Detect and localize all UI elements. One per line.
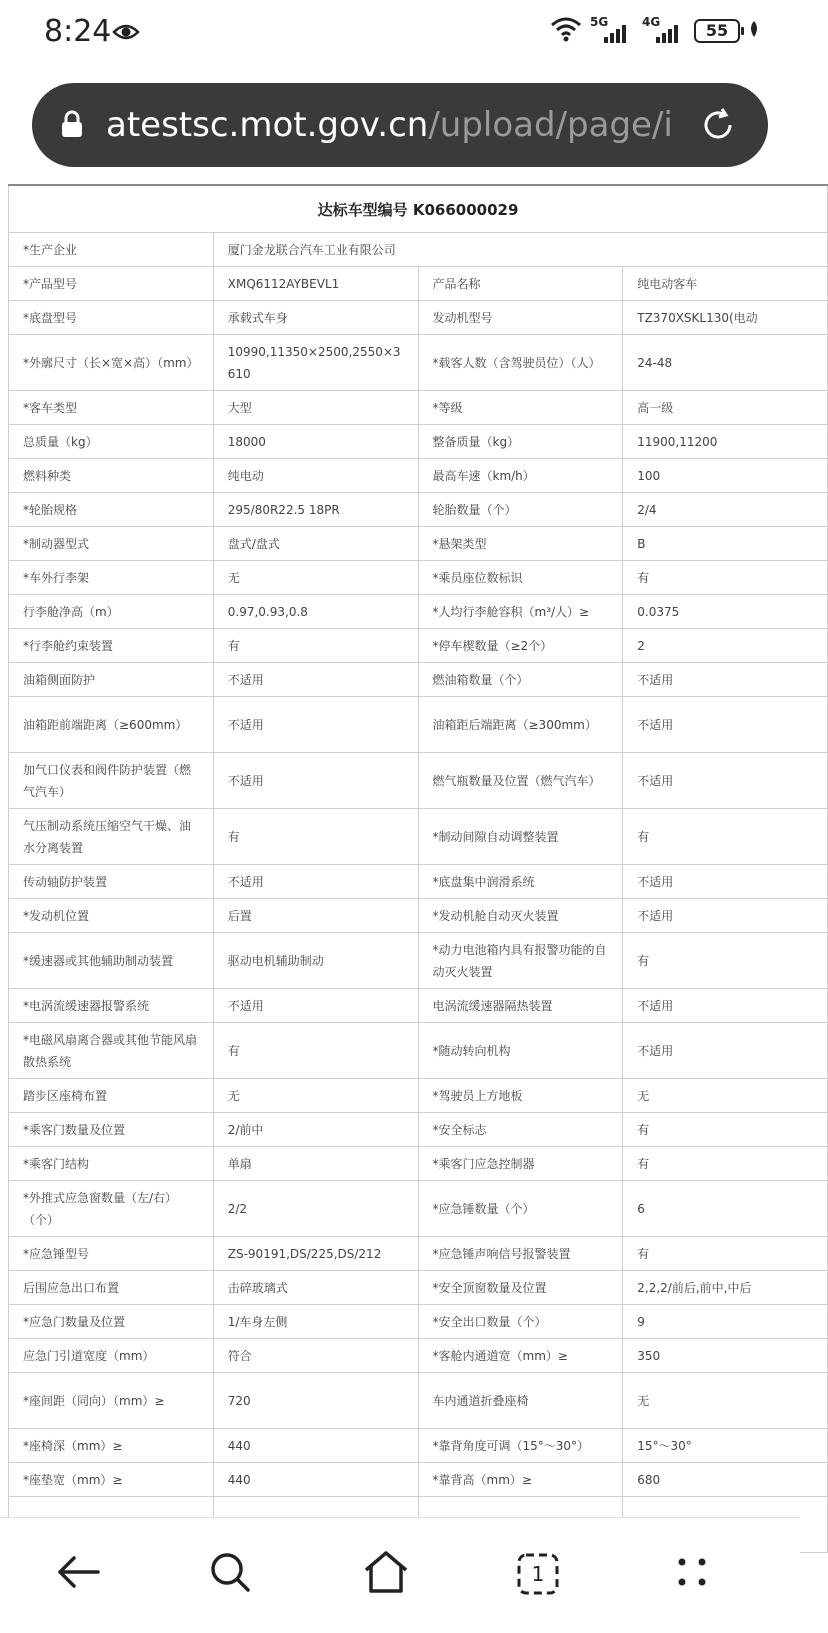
cell-value: 720 bbox=[213, 1373, 418, 1429]
cell-label: *底盘集中润滑系统 bbox=[418, 865, 623, 899]
cell-value: 不适用 bbox=[623, 1023, 828, 1079]
table-row bbox=[9, 335, 828, 391]
cell-label: *轮胎规格 bbox=[9, 493, 214, 527]
cell-label: *靠背角度可调（15°～30°） bbox=[418, 1429, 623, 1463]
network-type-label: 4G bbox=[642, 15, 661, 29]
cell-value: 不适用 bbox=[623, 663, 828, 697]
cell-label: *座椅深（mm）≥ bbox=[9, 1429, 214, 1463]
cell-label: *座垫宽（mm）≥ bbox=[9, 1463, 214, 1497]
signal-4g-icon bbox=[642, 17, 686, 45]
cell-label: *安全标志 bbox=[418, 1113, 623, 1147]
table-row bbox=[9, 1181, 828, 1237]
cell-label: *动力电池箱内具有报警功能的自动灭火装置 bbox=[418, 933, 623, 989]
search-icon bbox=[208, 1550, 252, 1598]
cell-label: *乘客门数量及位置 bbox=[9, 1113, 214, 1147]
network-type-label: 5G bbox=[590, 15, 609, 29]
cell-value: 不适用 bbox=[213, 865, 418, 899]
cell-label: 总质量（kg） bbox=[9, 425, 214, 459]
cell-value: 盘式/盘式 bbox=[213, 527, 418, 561]
cell-label: 后围应急出口布置 bbox=[9, 1271, 214, 1305]
table-row bbox=[9, 493, 828, 527]
cell-value: 18000 bbox=[213, 425, 418, 459]
cell-value: 不适用 bbox=[623, 697, 828, 753]
cell-value: 295/80R22.5 18PR bbox=[213, 493, 418, 527]
table-row bbox=[9, 809, 828, 865]
cell-value: 不适用 bbox=[623, 865, 828, 899]
cell-value: 11900,11200 bbox=[623, 425, 828, 459]
cell-value: 9 bbox=[623, 1305, 828, 1339]
cell-label: *产品型号 bbox=[9, 267, 214, 301]
cell-value: 6 bbox=[623, 1181, 828, 1237]
table-title-row bbox=[9, 185, 828, 233]
cell-label: 整备质量（kg） bbox=[418, 425, 623, 459]
cell-label: *行李舱约束装置 bbox=[9, 629, 214, 663]
cell-value: 有 bbox=[623, 1147, 828, 1181]
search-button[interactable] bbox=[202, 1546, 258, 1602]
cell-value: 有 bbox=[213, 809, 418, 865]
cell-label: *制动器型式 bbox=[9, 527, 214, 561]
cell-value: 15°～30° bbox=[623, 1429, 828, 1463]
cell-value: 有 bbox=[623, 1113, 828, 1147]
cell-label: *外推式应急窗数量（左/右）（个） bbox=[9, 1181, 214, 1237]
cell-label: *车外行李架 bbox=[9, 561, 214, 595]
cell-value: 680 bbox=[623, 1463, 828, 1497]
cell-label: 气压制动系统压缩空气干燥、油水分离装置 bbox=[9, 809, 214, 865]
cell-label: *人均行李舱容积（m³/人）≥ bbox=[418, 595, 623, 629]
cell-label: 油箱距后端距离（≥300mm） bbox=[418, 697, 623, 753]
table-row bbox=[9, 1463, 828, 1497]
table-row bbox=[9, 1339, 828, 1373]
cell-value: 无 bbox=[623, 1079, 828, 1113]
cell-value: 有 bbox=[623, 933, 828, 989]
cell-value: XMQ6112AYBEVL1 bbox=[213, 267, 418, 301]
cell-label: *安全出口数量（个） bbox=[418, 1305, 623, 1339]
tabs-button[interactable] bbox=[510, 1546, 566, 1602]
table-row bbox=[9, 1113, 828, 1147]
url-host: atestsc.mot.gov.cn bbox=[106, 105, 429, 145]
table-row bbox=[9, 1079, 828, 1113]
cell-label: *制动间隙自动调整装置 bbox=[418, 809, 623, 865]
table-row bbox=[9, 561, 828, 595]
table-row bbox=[9, 301, 828, 335]
cell-value: 有 bbox=[623, 1237, 828, 1271]
cell-value: 100 bbox=[623, 459, 828, 493]
cell-label: *外廓尺寸（长×宽×高）（mm） bbox=[9, 335, 214, 391]
table-row bbox=[9, 933, 828, 989]
cell-label: 产品名称 bbox=[418, 267, 623, 301]
table-row bbox=[9, 595, 828, 629]
cell-label: *发动机位置 bbox=[9, 899, 214, 933]
cell-label: *悬架类型 bbox=[418, 527, 623, 561]
status-bar bbox=[0, 0, 800, 70]
cell-label: 发动机型号 bbox=[418, 301, 623, 335]
cell-label: *客舱内通道宽（mm）≥ bbox=[418, 1339, 623, 1373]
cell-value: 0.97,0.93,0.8 bbox=[213, 595, 418, 629]
cell-value: 有 bbox=[623, 561, 828, 595]
table-row bbox=[9, 899, 828, 933]
cell-value: 24-48 bbox=[623, 335, 828, 391]
cell-value: 击碎玻璃式 bbox=[213, 1271, 418, 1305]
signal-5g-icon bbox=[590, 17, 634, 45]
cell-label: *靠背高（mm）≥ bbox=[418, 1463, 623, 1497]
cell-label: *生产企业 bbox=[9, 233, 214, 267]
cell-label: 油箱侧面防护 bbox=[9, 663, 214, 697]
home-icon bbox=[363, 1550, 409, 1598]
cell-label: 油箱距前端距离（≥600mm） bbox=[9, 697, 214, 753]
cell-label: *安全顶窗数量及位置 bbox=[418, 1271, 623, 1305]
cell-label: *电磁风扇离合器或其他节能风扇散热系统 bbox=[9, 1023, 214, 1079]
cell-value: 驱动电机辅助制动 bbox=[213, 933, 418, 989]
wifi-icon bbox=[550, 16, 582, 46]
cell-value: 1/车身左侧 bbox=[213, 1305, 418, 1339]
cell-value: 不适用 bbox=[213, 663, 418, 697]
cell-label: 燃油箱数量（个） bbox=[418, 663, 623, 697]
table-row bbox=[9, 1147, 828, 1181]
cell-value: 440 bbox=[213, 1429, 418, 1463]
cell-label: 加气口仪表和阀件防护装置（燃气汽车） bbox=[9, 753, 214, 809]
table-row bbox=[9, 1373, 828, 1429]
table-row bbox=[9, 1305, 828, 1339]
cell-value: 不适用 bbox=[213, 753, 418, 809]
cell-value: 10990,11350×2500,2550×3610 bbox=[213, 335, 418, 391]
address-bar[interactable] bbox=[32, 83, 768, 167]
cell-value: 不适用 bbox=[213, 989, 418, 1023]
cell-label: *应急门数量及位置 bbox=[9, 1305, 214, 1339]
cell-value: 符合 bbox=[213, 1339, 418, 1373]
cell-label: *停车楔数量（≥2个） bbox=[418, 629, 623, 663]
eye-comfort-icon bbox=[112, 22, 140, 46]
cell-label: *座间距（同向）（mm）≥ bbox=[9, 1373, 214, 1429]
table-row bbox=[9, 753, 828, 809]
table-row bbox=[9, 425, 828, 459]
table-row bbox=[9, 527, 828, 561]
cell-label: *电涡流缓速器报警系统 bbox=[9, 989, 214, 1023]
cell-value: TZ370XSKL130(电动 bbox=[623, 301, 828, 335]
cell-value: 有 bbox=[623, 809, 828, 865]
cell-value: 纯电动 bbox=[213, 459, 418, 493]
cell-value: 无 bbox=[213, 561, 418, 595]
back-arrow-icon bbox=[56, 1554, 100, 1594]
cell-value: B bbox=[623, 527, 828, 561]
battery-icon: 55 bbox=[694, 19, 740, 43]
cell-value: 承载式车身 bbox=[213, 301, 418, 335]
cell-value: 2/前中 bbox=[213, 1113, 418, 1147]
cell-label: 电涡流缓速器隔热装置 bbox=[418, 989, 623, 1023]
cell-label: 车内通道折叠座椅 bbox=[418, 1373, 623, 1429]
table-row bbox=[9, 989, 828, 1023]
table-row bbox=[9, 629, 828, 663]
back-button[interactable] bbox=[50, 1546, 106, 1602]
cell-label: *等级 bbox=[418, 391, 623, 425]
cell-label: *底盘型号 bbox=[9, 301, 214, 335]
table-row bbox=[9, 1429, 828, 1463]
cell-value: 单扇 bbox=[213, 1147, 418, 1181]
cell-value: 有 bbox=[213, 1023, 418, 1079]
cell-value: 无 bbox=[213, 1079, 418, 1113]
cell-label: 燃料种类 bbox=[9, 459, 214, 493]
cell-label: 应急门引道宽度（mm） bbox=[9, 1339, 214, 1373]
leaf-icon bbox=[748, 20, 760, 42]
lock-icon bbox=[60, 109, 84, 143]
cell-value: 厦门金龙联合汽车工业有限公司 bbox=[213, 233, 827, 267]
cell-value: 不适用 bbox=[623, 899, 828, 933]
table-row bbox=[9, 459, 828, 493]
browser-bottom-nav bbox=[0, 1517, 800, 1633]
table-row bbox=[9, 1271, 828, 1305]
tabs-icon bbox=[516, 1552, 560, 1596]
cell-label: 踏步区座椅布置 bbox=[9, 1079, 214, 1113]
cell-value: 纯电动客车 bbox=[623, 267, 828, 301]
cell-label: *应急锤型号 bbox=[9, 1237, 214, 1271]
url-path: /upload/page/i bbox=[428, 105, 673, 145]
cell-label: *载客人数（含驾驶员位）（人） bbox=[418, 335, 623, 391]
cell-label: *乘员座位数标识 bbox=[418, 561, 623, 595]
cell-label: *随动转向机构 bbox=[418, 1023, 623, 1079]
cell-value: 2 bbox=[623, 629, 828, 663]
cell-value: 2,2,2/前后,前中,中后 bbox=[623, 1271, 828, 1305]
cell-label: 轮胎数量（个） bbox=[418, 493, 623, 527]
clock: 8:24 bbox=[44, 14, 112, 49]
spec-table bbox=[8, 184, 828, 1553]
cell-label: *驾驶员上方地板 bbox=[418, 1079, 623, 1113]
cell-value: 2/4 bbox=[623, 493, 828, 527]
cell-label: *应急锤声响信号报警装置 bbox=[418, 1237, 623, 1271]
table-title: 达标车型编号 K066000029 bbox=[9, 185, 828, 233]
cell-value: 不适用 bbox=[623, 989, 828, 1023]
reload-icon[interactable] bbox=[698, 105, 738, 149]
menu-button[interactable] bbox=[664, 1546, 720, 1602]
cell-label: *乘客门应急控制器 bbox=[418, 1147, 623, 1181]
table-row bbox=[9, 865, 828, 899]
cell-label: 传动轴防护装置 bbox=[9, 865, 214, 899]
home-button[interactable] bbox=[358, 1546, 414, 1602]
cell-value: 后置 bbox=[213, 899, 418, 933]
cell-label: 最高车速（km/h） bbox=[418, 459, 623, 493]
table-row bbox=[9, 1237, 828, 1271]
tab-count: 1 bbox=[531, 1562, 545, 1586]
url-text[interactable] bbox=[106, 101, 706, 149]
more-dots-icon bbox=[674, 1554, 710, 1594]
cell-value: 不适用 bbox=[623, 753, 828, 809]
cell-value: 高一级 bbox=[623, 391, 828, 425]
cell-value: 440 bbox=[213, 1463, 418, 1497]
cell-value: ZS-90191,DS/225,DS/212 bbox=[213, 1237, 418, 1271]
cell-label: *乘客门结构 bbox=[9, 1147, 214, 1181]
table-row bbox=[9, 267, 828, 301]
cell-value: 350 bbox=[623, 1339, 828, 1373]
cell-label: *发动机舱自动灭火装置 bbox=[418, 899, 623, 933]
cell-value: 0.0375 bbox=[623, 595, 828, 629]
cell-value: 大型 bbox=[213, 391, 418, 425]
cell-value: 不适用 bbox=[213, 697, 418, 753]
cell-label: *应急锤数量（个） bbox=[418, 1181, 623, 1237]
table-row bbox=[9, 233, 828, 267]
cell-value: 2/2 bbox=[213, 1181, 418, 1237]
cell-label: *客车类型 bbox=[9, 391, 214, 425]
table-row bbox=[9, 697, 828, 753]
table-row bbox=[9, 391, 828, 425]
cell-label: 行李舱净高（m） bbox=[9, 595, 214, 629]
cell-label: *缓速器或其他辅助制动装置 bbox=[9, 933, 214, 989]
cell-value: 有 bbox=[213, 629, 418, 663]
cell-label: 燃气瓶数量及位置（燃气汽车） bbox=[418, 753, 623, 809]
spec-table-container[interactable] bbox=[0, 184, 800, 1517]
table-row bbox=[9, 1023, 828, 1079]
table-row bbox=[9, 663, 828, 697]
cell-value: 无 bbox=[623, 1373, 828, 1429]
